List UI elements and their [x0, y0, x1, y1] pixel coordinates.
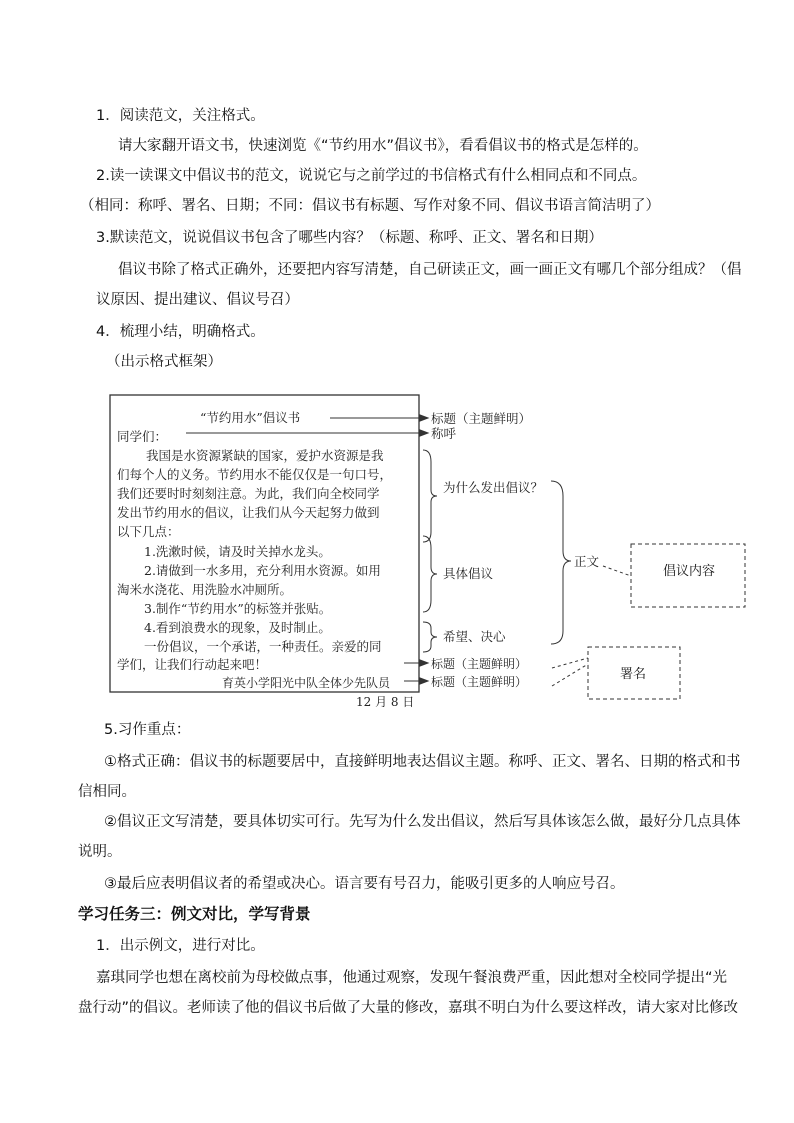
- letter-line-1: 我国是水资源紧缺的国家，爱护水资源是我: [146, 448, 384, 463]
- step-2: 2.读一读课文中倡议书的范文，说说它与之前学过的书信格式有什么相同点和不同点。: [96, 168, 647, 184]
- step-4-detail: （出示格式框架）: [106, 354, 222, 370]
- key-point-2-a: ②倡议正文写清楚，要具体切实可行。先写为什么发出倡议，然后写具体该怎么做，最好分几点具体: [104, 814, 741, 830]
- letter-date: 12 月 8 日: [356, 695, 415, 709]
- step-3-detail-1: 倡议书除了格式正确外，还要把内容写清楚，自己研读正文，画一画正文有哪几个部分组成？（倡: [118, 262, 742, 278]
- step-1: 1．阅读范文，关注格式。: [96, 108, 265, 124]
- letter-line-7: 2.请做到一水多用，充分利用水资源。如用: [144, 563, 381, 578]
- letter-line-8: 淘米水浇花、用洗脸水冲厕所。: [117, 582, 293, 597]
- label-reason: 为什么发出倡议？: [443, 480, 544, 495]
- arrow-greeting: [420, 430, 428, 436]
- brace-reason: [423, 450, 437, 542]
- label-hope: 希望、决心: [443, 629, 506, 644]
- letter-line-3: 我们还要时时刻刻注意。为此，我们向全校同学: [117, 486, 380, 501]
- box-proposal-content-text: 倡议内容: [663, 564, 716, 579]
- box-signature-text: 署名: [620, 667, 647, 682]
- key-point-1-b: 信相同。: [78, 784, 136, 800]
- letter-line-5: 以下几点：: [117, 524, 180, 539]
- key-point-2-b: 说明。: [78, 844, 122, 860]
- brace-specific: [423, 536, 437, 612]
- letter-greeting: 同学们：: [117, 429, 168, 444]
- task3-heading: 学习任务三：例文对比，学写背景: [78, 905, 311, 923]
- arrow-title: [420, 415, 428, 421]
- arrow-date: [420, 678, 428, 684]
- letter-line-2: 们每个人的义务。节约用水不能仅仅是一句口号，: [117, 467, 393, 482]
- letter-line-6: 1.洗漱时候，请及时关掉水龙头。: [144, 544, 331, 559]
- arrow-signature: [420, 660, 428, 666]
- connector-signature-2: [552, 664, 588, 686]
- label-specific: 具体倡议: [443, 566, 494, 581]
- brace-hope: [423, 622, 437, 652]
- task3-item-1: 1．出示例文，进行对比。: [96, 938, 265, 954]
- task3-paragraph-b: 盘行动”的倡议。老师读了他的倡议书后做了大量的修改，嘉琪不明白为什么要这样改，请大家对比修改: [78, 1000, 739, 1016]
- label-signature: 标题（主题鲜明）: [431, 657, 528, 671]
- letter-line-11: 一份倡议，一个承诺，一种责任。亲爱的同: [144, 639, 382, 654]
- letter-line-9: 3.制作“节约用水”的标签并张贴。: [144, 601, 332, 616]
- label-date: 标题（主题鲜明）: [431, 675, 528, 689]
- brace-body: [551, 481, 571, 644]
- step-2-answer: （相同：称呼、署名、日期；不同：倡议书有标题、写作对象不同、倡议书语言简洁明了）: [80, 198, 660, 214]
- letter-line-12: 学们，让我们行动起来吧！: [117, 657, 268, 672]
- key-point-1-a: ①格式正确：倡议书的标题要居中，直接鲜明地表达倡议主题。称呼、正文、署名、日期的格式和书: [104, 754, 741, 770]
- step-3-detail-2: 议原因、提出建议、倡议号召）: [96, 292, 299, 308]
- step-4: 4．梳理小结，明确格式。: [96, 324, 265, 340]
- task3-paragraph-a: 嘉琪同学也想在离校前为母校做点事，他通过观察，发现午餐浪费严重，因此想对全校同学提出“光: [96, 970, 728, 986]
- label-greeting: 称呼: [431, 426, 457, 441]
- label-title: 标题（主题鲜明）: [431, 411, 532, 426]
- connector-proposal: [603, 566, 631, 576]
- key-point-3: ③最后应表明倡议者的希望或决心。语言要有号召力，能吸引更多的人响应号召。: [104, 876, 625, 892]
- letter-line-4: 发出节约用水的倡议，让我们从今天起努力做到: [117, 505, 380, 520]
- letter-line-10: 4.看到浪费水的现象，及时制止。: [144, 620, 331, 635]
- letter-signature: 育英小学阳光中队全体少先队员: [222, 676, 391, 690]
- key-points-heading: 5.习作重点：: [104, 722, 191, 738]
- letter-title: “节约用水”倡议书: [200, 410, 301, 425]
- connector-signature-1: [552, 658, 588, 668]
- step-1-detail: 请大家翻开语文书，快速浏览《“节约用水”倡议书》，看看倡议书的格式是怎样的。: [118, 138, 648, 154]
- step-3: 3.默读范文，说说倡议书包含了哪些内容？（标题、称呼、正文、署名和日期）: [96, 230, 603, 246]
- label-body: 正文: [574, 554, 600, 569]
